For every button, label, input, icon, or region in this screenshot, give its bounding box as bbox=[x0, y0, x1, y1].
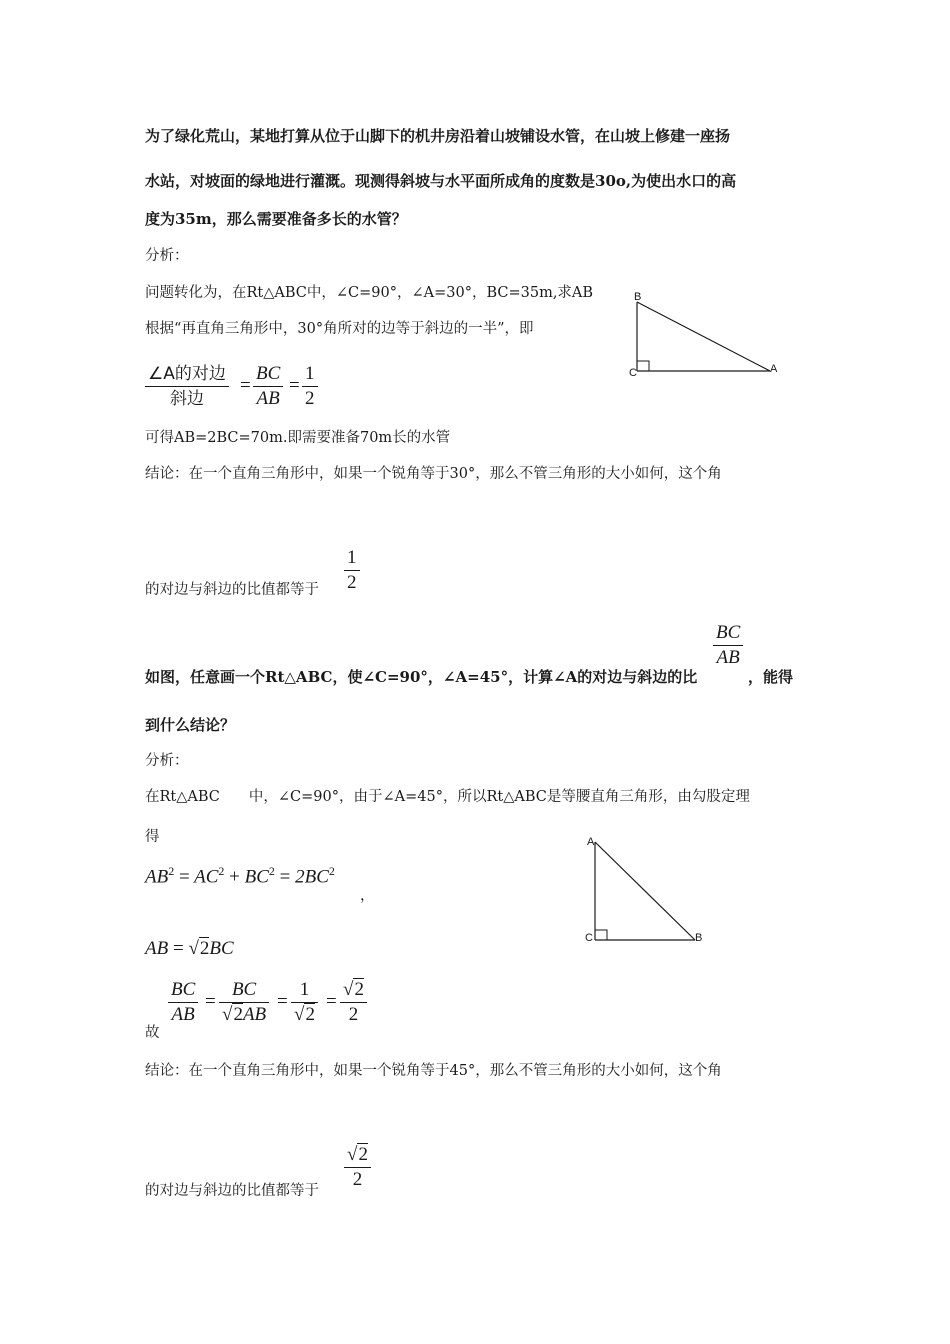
analysis2-eq3-frac1: BC AB bbox=[168, 978, 198, 1027]
triangle1-label-c: C bbox=[629, 367, 637, 379]
formula1-fraction-right bbox=[302, 362, 318, 411]
problem2-fraction bbox=[713, 621, 743, 670]
conclusion1-line2: 的对边与斜边的比值都等于 bbox=[145, 582, 319, 598]
triangle2-label-a: A bbox=[587, 836, 595, 848]
analysis2-eq3-frac2: BC √2AB bbox=[219, 978, 269, 1027]
analysis2-eq1: $AB^2 = AC^2 + BC^2 = 2BC^2$ bbox=[145, 864, 335, 888]
formula1-num-left: ∠A的对边 bbox=[148, 364, 226, 384]
problem1-line3: 度为35m，那么需要准备多长的水管？ bbox=[145, 210, 407, 228]
formula1-num-mid: BC bbox=[256, 363, 281, 384]
formula1-fraction-mid bbox=[253, 362, 283, 411]
analysis2-eq3-eq3: = bbox=[326, 991, 337, 1012]
problem2-frac-den: AB bbox=[716, 647, 740, 668]
conclusion1-line1: 结论：在一个直角三角形中，如果一个锐角等于30°，那么不管三角形的大小如何，这个角 bbox=[145, 466, 722, 482]
analysis1-line2: 根据“再直角三角形中，30°角所对的边等于斜边的一半”，即 bbox=[145, 321, 534, 337]
conclusion2-line1: 结论：在一个直角三角形中，如果一个锐角等于45°，那么不管三角形的大小如何，这个角 bbox=[145, 1063, 722, 1079]
formula1-num-right: 1 bbox=[305, 363, 315, 384]
conclusion2-fraction: √2 2 bbox=[344, 1143, 371, 1192]
problem1-line2: 水站，对坡面的绿地进行灌溉。现测得斜坡与水平面所成角的度数是30o,为使出水口的高 bbox=[145, 172, 737, 190]
analysis2-eq3-eq1: = bbox=[205, 991, 216, 1012]
problem2-frac-num: BC bbox=[716, 622, 741, 643]
problem2-line2: 到什么结论？ bbox=[145, 716, 236, 734]
conclusion1-den: 2 bbox=[347, 572, 357, 593]
formula1-eq2: = bbox=[289, 375, 300, 396]
problem1-line1: 为了绿化荒山，某地打算从位于山脚下的机井房沿着山坡铺设水管，在山坡上修建一座扬 bbox=[145, 127, 731, 145]
conclusion2-line2: 的对边与斜边的比值都等于 bbox=[145, 1183, 319, 1199]
problem2-line1: 如图，任意画一个Rt△ABC，使∠C=90°，∠A=45°，计算∠A的对边与斜边的比 bbox=[145, 668, 698, 686]
triangle2-diagram bbox=[580, 832, 710, 947]
formula1-den-right: 2 bbox=[305, 388, 315, 409]
analysis2-eq3-eq2: = bbox=[277, 991, 288, 1012]
analysis1-label: 分析： bbox=[145, 248, 189, 264]
conclusion1-num: 1 bbox=[347, 547, 357, 568]
formula1-den-left: 斜边 bbox=[169, 389, 204, 409]
problem2-line1-end: ，能得 bbox=[748, 668, 794, 686]
triangle1-label-b: B bbox=[634, 291, 642, 303]
formula1-den-mid: AB bbox=[256, 388, 280, 409]
triangle1-diagram bbox=[620, 285, 790, 380]
analysis1-result: 可得AB=2BC=70m.即需要准备70m长的水管 bbox=[145, 430, 451, 446]
triangle2-label-c: C bbox=[585, 932, 593, 944]
analysis2-eq3-frac4: √2 2 bbox=[340, 978, 367, 1027]
analysis2-gu: 故 bbox=[145, 1025, 160, 1041]
triangle1-label-a: A bbox=[770, 363, 778, 375]
analysis2-eq2: AB = √2BC bbox=[145, 938, 234, 959]
triangle2-label-b: B bbox=[695, 932, 703, 944]
analysis2-eq1-comma: ， bbox=[360, 888, 375, 904]
analysis1-line1: 问题转化为，在Rt△ABC中，∠C=90°，∠A=30°，BC=35m,求AB bbox=[145, 285, 594, 301]
analysis2-label: 分析： bbox=[145, 753, 189, 769]
conclusion1-fraction bbox=[344, 546, 360, 595]
analysis2-eq3-frac3: 1 √2 bbox=[291, 978, 318, 1027]
formula1-fraction-left bbox=[145, 362, 229, 411]
analysis2-line2: 得 bbox=[145, 829, 160, 845]
analysis2-line1: 在Rt△ABC 中，∠C=90°，由于∠A=45°，所以Rt△ABC是等腰直角三角形，由勾股定理 bbox=[145, 789, 750, 805]
formula1-eq1: = bbox=[240, 375, 251, 396]
